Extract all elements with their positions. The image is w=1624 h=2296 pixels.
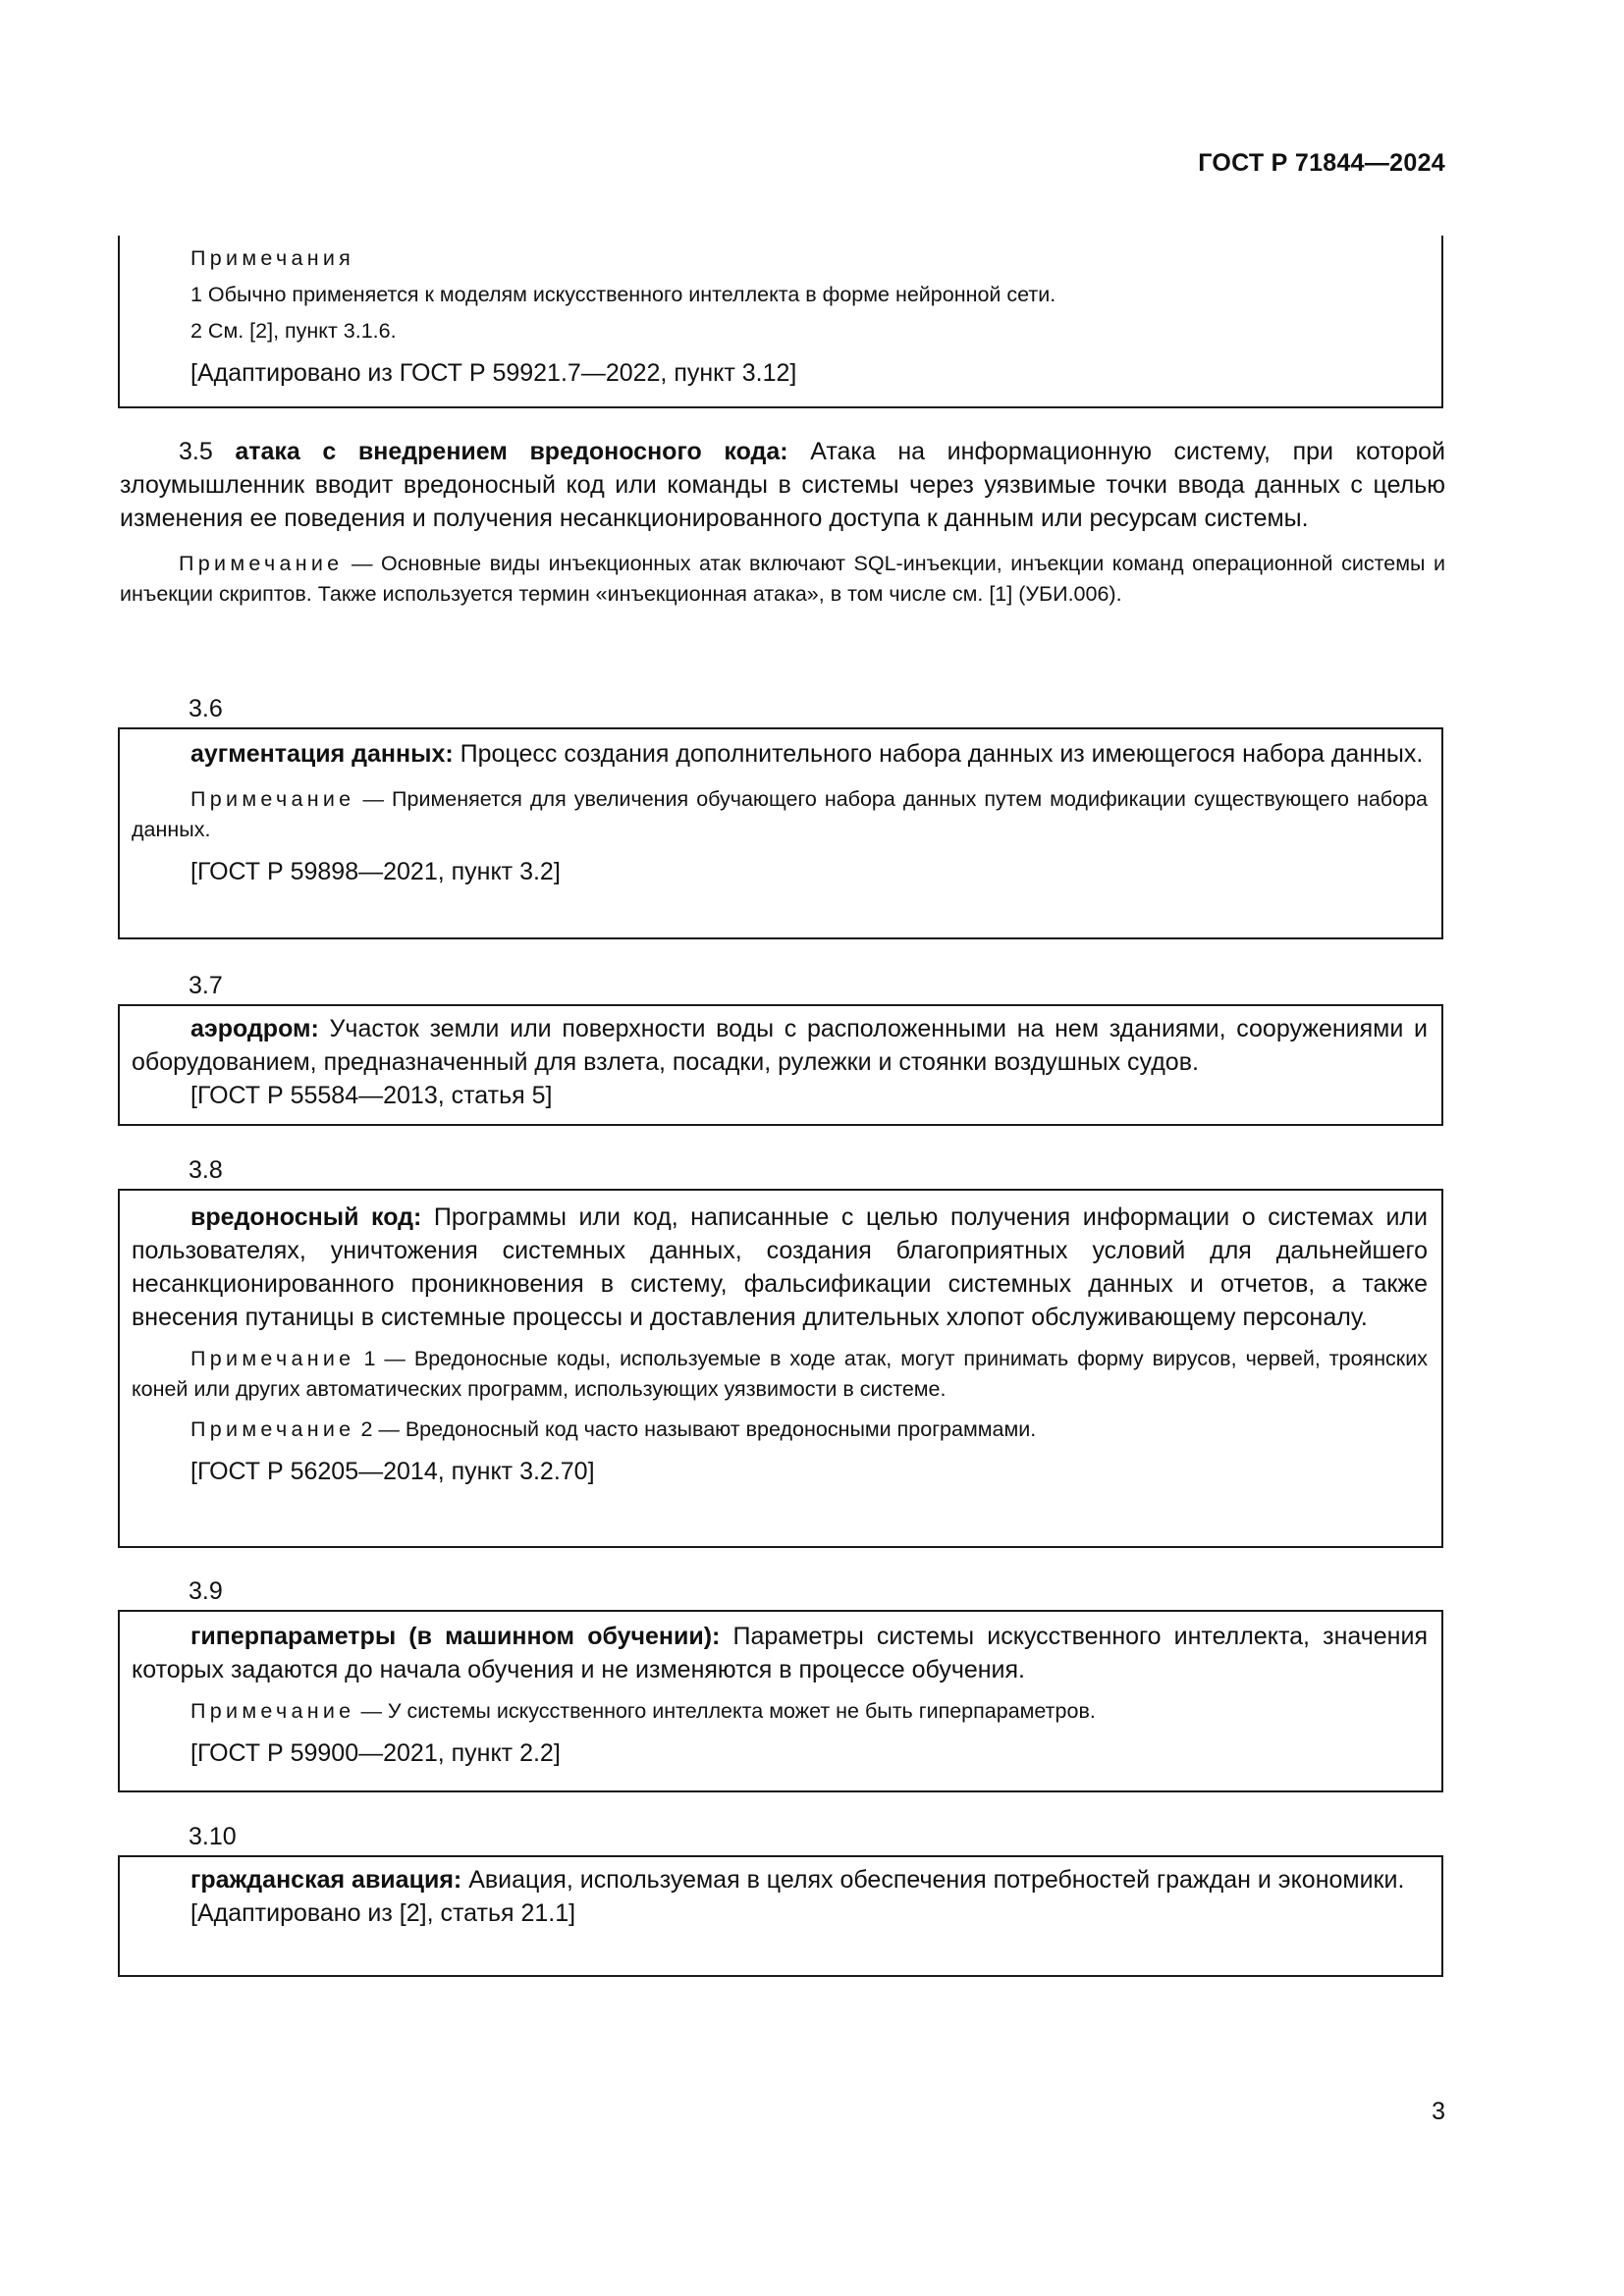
- term-definition: Параметры системы искусственного интеллекта, значения которых задаются до начала обучения и не изменяются в процессе обучения.: [132, 1623, 1428, 1683]
- term-box-3-9: [118, 1610, 1443, 1792]
- note-text: 2 — Вредоносный код часто называют вредоносными программами.: [360, 1417, 1037, 1441]
- source-reference: [ГОСТ Р 59900—2021, пункт 2.2]: [190, 1739, 561, 1767]
- note-text: — Применяется для увеличения обучающего набора данных путем модификации существующего набора данных.: [132, 787, 1428, 841]
- term-entry-3-5: [118, 435, 1447, 610]
- note-text: 1 Обычно применяется к моделям искусственного интеллекта в форме нейронной сети.: [190, 283, 1056, 306]
- term-title: гиперпараметры (в машинном обучении):: [190, 1623, 721, 1650]
- note-label: Примечание: [190, 1417, 355, 1441]
- note-label: Примечание: [190, 1699, 355, 1723]
- term-number: 3.6: [189, 695, 223, 722]
- term-box-3-6: [118, 727, 1443, 939]
- note-text: — Основные виды инъекционных атак включают SQL-инъекции, инъекции команд операционной системы и инъекции скриптов. Также используется термин «инъекционная атака», в том числе см. [1] (УБИ.006).: [120, 552, 1445, 606]
- note-text: — У системы искусственного интеллекта может не быть гиперпараметров.: [360, 1699, 1096, 1723]
- term-box-3-10: [118, 1855, 1443, 1977]
- term-title: вредоносный код:: [190, 1203, 422, 1231]
- term-definition: Авиация, используемая в целях обеспечения потребностей граждан и экономики.: [468, 1866, 1405, 1894]
- note-label: Примечание: [190, 787, 355, 811]
- term-definition: Процесс создания дополнительного набора данных из имеющегося набора данных.: [460, 740, 1424, 768]
- term-number: 3.5: [179, 438, 213, 465]
- note-text: 2 См. [2], пункт 3.1.6.: [190, 319, 397, 343]
- note-label: Примечание: [190, 1347, 355, 1370]
- term-definition: Атака на информационную систему, при которой злоумышленник вводит вредоносный код или команды в системы через уязвимые точки ввода данных с целью изменения ее поведения и получения несанкционированного доступа к данным или ресурсам системы.: [120, 438, 1445, 532]
- term-title: атака с внедрением вредоносного кода:: [235, 438, 788, 465]
- term-definition: Программы или код, написанные с целью получения информации о системах или пользователях, уничтожения системных данных, создания благоприятных условий для дальнейшего несанкционированного проникновения в систему, фальсификации системных данных и отчетов, а также внесения путаницы в системные процессы и доставления длительных хлопот обслуживающему персоналу.: [132, 1203, 1428, 1331]
- note-label: Примечание: [179, 552, 344, 575]
- term-box-3-8: [118, 1189, 1443, 1548]
- term-title: гражданская авиация:: [190, 1866, 462, 1894]
- term-title: аэродром:: [190, 1015, 319, 1042]
- term-number: 3.7: [189, 972, 223, 999]
- source-reference: [ГОСТ Р 59898—2021, пункт 3.2]: [190, 858, 561, 885]
- term-number: 3.8: [189, 1156, 223, 1184]
- source-reference: [ГОСТ Р 56205—2014, пункт 3.2.70]: [190, 1458, 595, 1485]
- document-designation: ГОСТ Р 71844—2024: [1198, 149, 1445, 177]
- term-box-previous: [118, 236, 1443, 408]
- source-reference: [Адаптировано из [2], статья 21.1]: [190, 1899, 576, 1927]
- term-number: 3.10: [189, 1823, 237, 1850]
- term-definition: Участок земли или поверхности воды с расположенными на нем зданиями, сооружениями и оборудованием, предназначенный для взлета, посадки, рулежки и стоянки воздушных судов.: [132, 1015, 1428, 1076]
- note-text: 1 — Вредоносные коды, используемые в ходе атак, могут принимать форму вирусов, червей, троянских коней или других автоматических программ, использующих уязвимости в системе.: [132, 1347, 1428, 1401]
- source-reference: [ГОСТ Р 55584—2013, статья 5]: [190, 1082, 553, 1109]
- source-reference: [Адаптировано из ГОСТ Р 59921.7—2022, пункт 3.12]: [190, 359, 797, 387]
- term-number: 3.9: [189, 1577, 223, 1605]
- term-title: аугментация данных:: [190, 740, 454, 768]
- notes-title: Примечания: [190, 246, 355, 270]
- page-number: 3: [1432, 2098, 1445, 2125]
- term-box-3-7: [118, 1004, 1443, 1126]
